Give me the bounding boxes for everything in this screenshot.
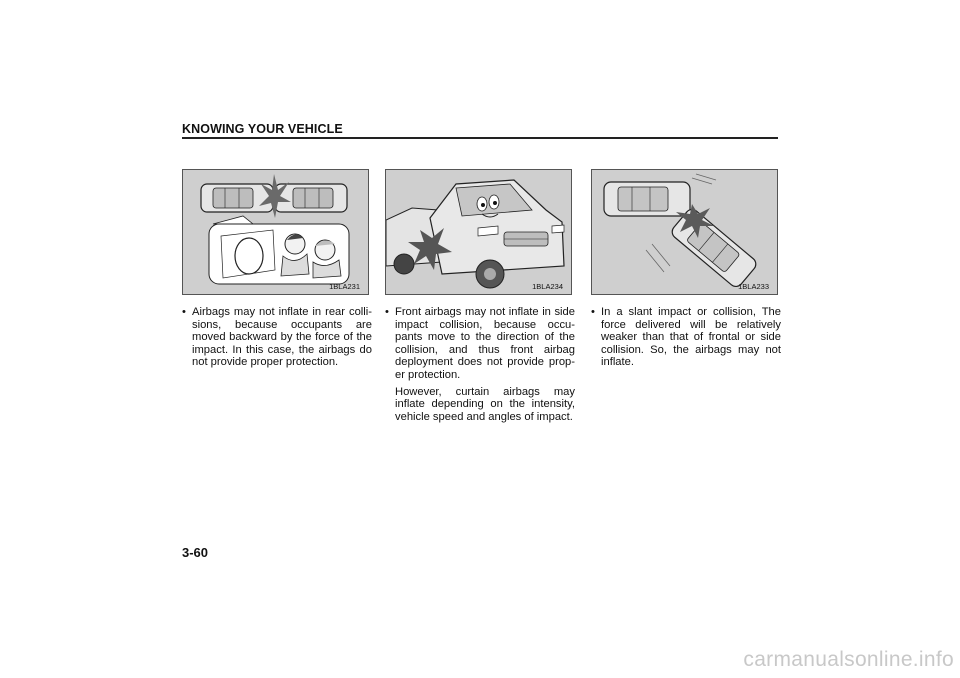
curtain-airbag-note: However, curtain airbags may inflate depending on the intensity, vehicle speed and angles of impact. [395, 385, 575, 423]
figure-code: 1BLA234 [532, 282, 563, 291]
figure-code: 1BLA231 [329, 282, 360, 291]
slant-impact-illustration [592, 170, 778, 295]
figure-slant-impact [591, 169, 778, 295]
rear-collision-illustration [183, 170, 369, 295]
page-header-title: KNOWING YOUR VEHICLE [182, 122, 343, 136]
watermark-text: carmanualsonline.info [743, 648, 954, 671]
text-column-3 [591, 306, 781, 369]
text-column-2 [385, 306, 575, 423]
figure-side-impact [385, 169, 572, 295]
text-column-1 [182, 306, 372, 369]
header-divider [182, 137, 778, 139]
figure-code: 1BLA233 [738, 282, 769, 291]
bullet-slant-impact: • In a slant impact or collision, The force delivered will be relatively weaker than that of frontal or side collision. So, the airbags may not inflate. [591, 306, 781, 369]
bullet-side-impact: • Front airbags may not inflate in side impact collision, because occu-pants move to the direction of the collision, and thus front airbag deployment does not provide prop-er protection. [385, 306, 575, 382]
side-impact-illustration [386, 170, 572, 295]
bullet-rear-collision: • Airbags may not inflate in rear colli-sions, because occupants are moved backward by the force of the impact. In this case, the airbags do not provide proper protection. [182, 306, 372, 369]
page-number: 3-60 [182, 545, 209, 560]
figure-rear-collision [182, 169, 369, 295]
